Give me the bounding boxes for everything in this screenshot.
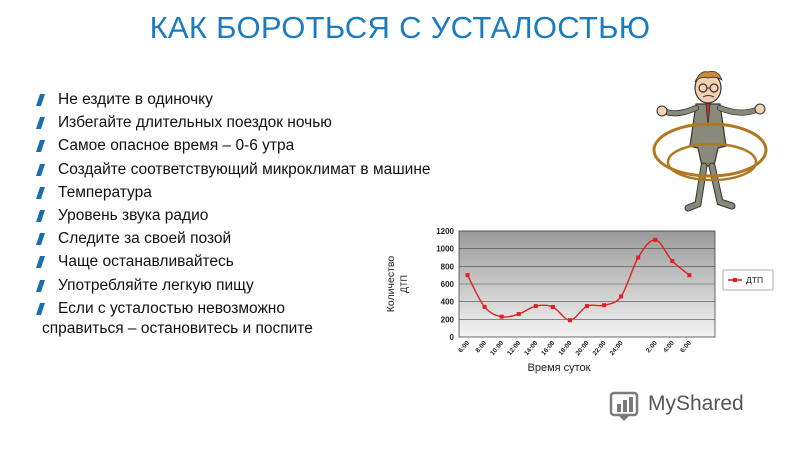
bullet-text: Избегайте длительных поездок ночью xyxy=(58,114,332,132)
y-axis-label-secondary: ДТП xyxy=(399,274,409,294)
data-point xyxy=(517,312,521,316)
chart-legend xyxy=(723,270,773,290)
x-tick-label: 6:00 xyxy=(457,339,472,355)
data-point xyxy=(551,305,555,309)
data-point xyxy=(466,273,470,277)
accident-chart xyxy=(380,218,780,386)
bullet-text: Создайте соответствующий микроклимат в машине xyxy=(58,160,431,178)
bullet-list xyxy=(36,88,431,320)
data-point xyxy=(619,294,623,298)
x-tick-label: 14:00 xyxy=(523,339,540,358)
man-with-hoop-icon xyxy=(648,66,778,226)
legend-label: ДТП xyxy=(746,275,764,285)
bullet-icon xyxy=(36,94,46,106)
bullet-item xyxy=(36,250,431,273)
x-tick-label: 20:00 xyxy=(574,339,591,358)
bullet-text: Температура xyxy=(58,183,152,201)
bullet-text: Чаще останавливайтесь xyxy=(58,253,234,271)
bullet-item xyxy=(36,158,431,181)
myshared-logo xyxy=(608,388,773,422)
bullet-item xyxy=(36,181,431,204)
x-tick-label: 16:00 xyxy=(540,339,557,358)
myshared-logo-text: MyShared xyxy=(648,392,744,415)
x-tick-label: 4:00 xyxy=(662,339,676,355)
x-tick-label: 6:00 xyxy=(679,339,693,355)
bullet-item xyxy=(36,134,431,157)
bullet-item xyxy=(36,204,431,227)
y-tick-label: 1200 xyxy=(436,227,454,236)
bullet-icon xyxy=(36,256,46,268)
bullet-text: Самое опасное время – 0-6 утра xyxy=(58,137,295,155)
data-point xyxy=(500,315,504,319)
bullet-continuation: справиться – остановитесь и поспите xyxy=(42,320,313,337)
data-point xyxy=(568,318,572,322)
y-tick-label: 200 xyxy=(440,315,454,325)
y-tick-label: 400 xyxy=(440,297,454,307)
bullet-item xyxy=(36,88,431,111)
myshared-logo-icon xyxy=(608,388,642,422)
data-point xyxy=(585,304,589,308)
x-tick-label: 12:00 xyxy=(506,339,523,358)
bullet-icon xyxy=(36,233,46,245)
page-title: КАК БОРОТЬСЯ С УСТАЛОСТЬЮ xyxy=(149,10,651,45)
bullet-icon xyxy=(36,280,46,292)
bullet-item xyxy=(36,111,431,134)
data-point xyxy=(534,304,538,308)
data-point xyxy=(670,259,674,263)
bullet-text: Употребляйте легкую пищу xyxy=(58,276,254,294)
x-tick-label: 2:00 xyxy=(645,339,659,355)
data-point xyxy=(483,305,487,309)
bullet-item xyxy=(36,297,431,320)
y-tick-label: 1000 xyxy=(436,244,454,254)
bullet-icon xyxy=(36,117,46,129)
bullet-item xyxy=(36,274,431,297)
data-point xyxy=(687,273,691,277)
bullet-text: Не ездите в одиночку xyxy=(58,91,213,108)
x-tick-label: 10:00 xyxy=(489,339,506,358)
x-tick-label: 24:00 xyxy=(608,339,625,358)
legend-marker xyxy=(733,278,737,282)
y-axis-label: Количество xyxy=(385,255,397,313)
bullet-icon xyxy=(36,140,46,152)
data-point xyxy=(602,303,606,307)
bullet-text: Уровень звука радио xyxy=(58,206,209,224)
data-point xyxy=(653,238,657,242)
bullet-icon xyxy=(36,187,46,199)
y-tick-label: 600 xyxy=(440,280,454,289)
data-point xyxy=(636,256,640,260)
bullet-text: Если с усталостью невозможно xyxy=(58,299,285,317)
bullet-icon xyxy=(36,164,46,176)
bullet-text: Следите за своей позой xyxy=(58,230,232,248)
x-tick-label: 22:00 xyxy=(591,339,608,358)
bullet-icon xyxy=(36,210,46,222)
x-axis-label: Время суток xyxy=(527,362,591,374)
y-axis xyxy=(436,227,454,342)
bullet-icon xyxy=(36,303,46,315)
y-tick-label: 0 xyxy=(449,333,454,342)
y-tick-label: 800 xyxy=(440,262,454,272)
bullet-item xyxy=(36,227,431,250)
x-axis xyxy=(457,339,693,357)
x-tick-label: 8:00 xyxy=(474,339,489,355)
x-tick-label: 18:00 xyxy=(557,339,574,358)
